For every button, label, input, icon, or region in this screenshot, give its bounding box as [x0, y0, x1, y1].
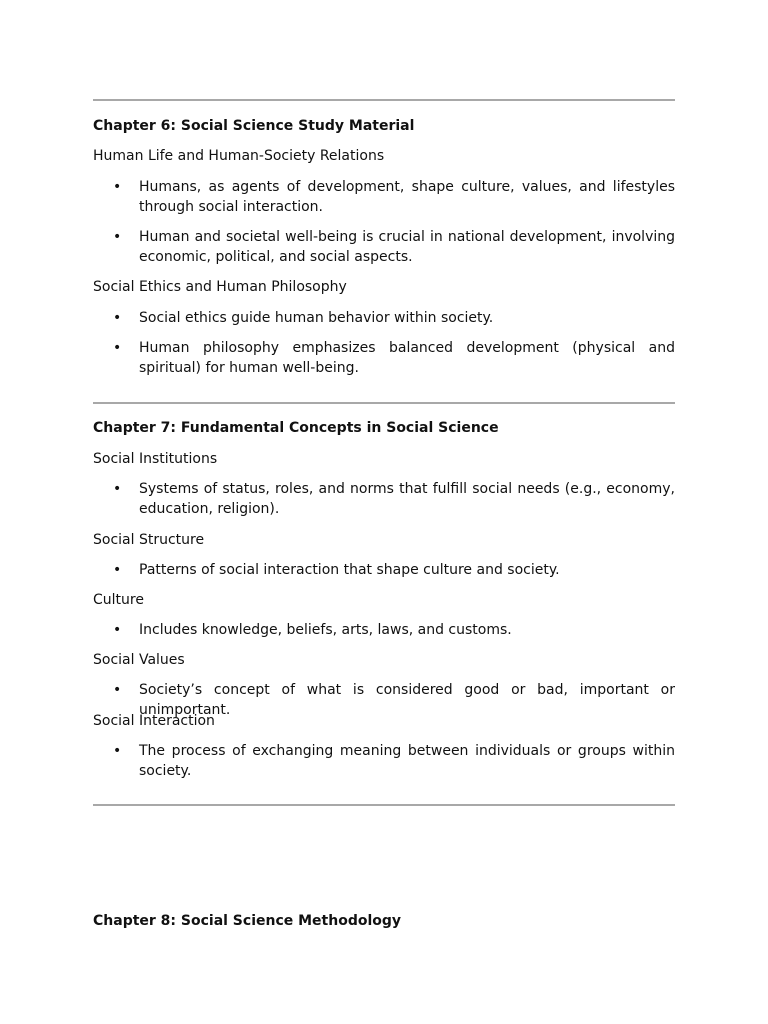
bullet-icon: • — [113, 622, 122, 638]
bullet-icon: • — [113, 340, 122, 356]
list-item-text: Includes knowledge, beliefs, arts, laws, and customs. — [139, 622, 512, 638]
section-heading: Social Ethics and Human Philosophy — [93, 279, 347, 295]
section-divider — [93, 402, 675, 404]
section-heading: Social Interaction — [93, 713, 215, 729]
bullet-icon: • — [113, 179, 122, 195]
list-item-text: Humans, as agents of development, shape culture, values, and lifestyles through social interaction. — [139, 179, 675, 215]
list-item — [93, 620, 675, 640]
bullet-icon: • — [113, 229, 122, 245]
list-item — [93, 308, 675, 328]
list-item — [93, 560, 675, 580]
list-item-text: The process of exchanging meaning between individuals or groups within society. — [139, 743, 675, 779]
chapter-7-title: Chapter 7: Fundamental Concepts in Social Science — [93, 420, 499, 436]
bullet-icon: • — [113, 682, 122, 698]
bullet-icon: • — [113, 743, 122, 759]
section-heading: Social Structure — [93, 532, 205, 548]
chapter-8-title: Chapter 8: Social Science Methodology — [93, 913, 402, 929]
list-item-text: Social ethics guide human behavior within society. — [139, 310, 494, 326]
list-item-text: Systems of status, roles, and norms that fulfill social needs (e.g., economy, education, religion). — [139, 481, 675, 517]
section-heading: Social Institutions — [93, 451, 218, 467]
list-item-text: Human philosophy emphasizes balanced development (physical and spiritual) for human well-being. — [139, 340, 675, 376]
list-item — [93, 479, 675, 519]
bullet-icon: • — [113, 562, 122, 578]
section-divider — [93, 99, 675, 101]
list-item — [93, 227, 675, 267]
section-heading: Culture — [93, 592, 144, 608]
list-item — [93, 338, 675, 378]
section-heading: Human Life and Human-Society Relations — [93, 148, 385, 164]
section-heading: Social Values — [93, 652, 185, 668]
bullet-icon: • — [113, 310, 122, 326]
bullet-icon: • — [113, 481, 122, 497]
list-item — [93, 177, 675, 217]
list-item — [93, 741, 675, 781]
chapter-6-title: Chapter 6: Social Science Study Material — [93, 118, 415, 134]
section-divider — [93, 804, 675, 806]
list-item-text: Society’s concept of what is considered good or bad, important or unimportant. — [139, 682, 675, 718]
list-item-text: Patterns of social interaction that shape culture and society. — [139, 562, 560, 578]
list-item-text: Human and societal well-being is crucial in national development, involving economic, political, and social aspects. — [139, 229, 675, 265]
